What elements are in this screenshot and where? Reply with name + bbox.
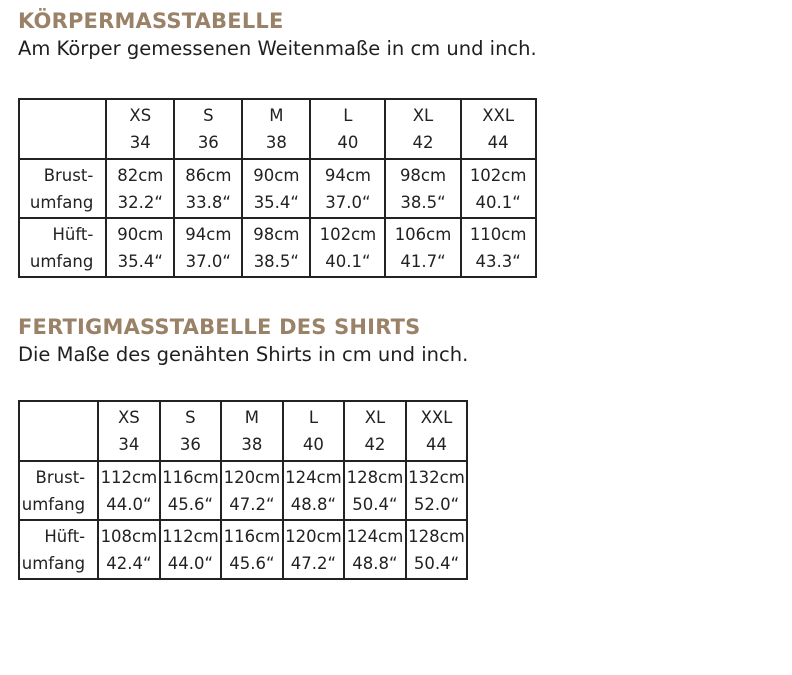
value-cm: 124cm [346, 526, 404, 546]
value-cm: 128cm [346, 467, 404, 487]
size-header-cell [310, 99, 385, 159]
row-label-line1: Hüft- [44, 526, 86, 546]
size-number: 42 [364, 435, 386, 454]
value-inch: 37.0“ [185, 251, 231, 271]
value-inch: 33.8“ [185, 192, 231, 212]
value-cm: 82cm [117, 165, 164, 185]
value-cm: 128cm [408, 526, 465, 546]
value-cm: 112cm [100, 467, 158, 487]
measurement-cell [344, 461, 406, 520]
measurement-cell [385, 218, 460, 277]
row-label-cell [19, 520, 98, 579]
measurement-cell [283, 461, 345, 520]
value-inch: 44.0“ [167, 553, 214, 573]
value-inch: 47.2“ [229, 494, 275, 514]
size-header-cell [106, 99, 174, 159]
measurement-cell [461, 218, 536, 277]
value-cm: 120cm [223, 467, 281, 487]
size-header-cell [242, 99, 310, 159]
value-cm: 102cm [319, 224, 377, 244]
measurement-cell [406, 520, 468, 579]
table-row [19, 159, 536, 218]
measurement-cell [106, 218, 174, 277]
value-inch: 40.1“ [325, 251, 371, 271]
row-label-line1: Hüft- [52, 224, 94, 244]
value-cm: 90cm [117, 224, 164, 244]
value-inch: 47.2“ [290, 553, 337, 573]
measurement-cell [283, 520, 345, 579]
corner-cell [19, 401, 98, 461]
measurement-cell [106, 159, 174, 218]
body-measurements-subtitle: Am Körper gemessenen Weitenmaße in cm und inch. [18, 37, 537, 60]
value-inch: 52.0“ [413, 494, 460, 514]
size-name: XL [412, 106, 434, 125]
value-cm: 98cm [399, 165, 447, 185]
value-cm: 116cm [162, 467, 219, 487]
value-cm: 124cm [285, 467, 342, 487]
row-label-line2: umfang [29, 192, 94, 212]
value-cm: 108cm [100, 526, 158, 546]
value-cm: 86cm [185, 165, 232, 185]
row-label-line2: umfang [21, 494, 86, 514]
row-label-line1: Brust- [43, 165, 94, 185]
size-header-cell [160, 401, 222, 461]
measurement-cell [174, 159, 242, 218]
table-row [19, 520, 467, 579]
measurement-cell [461, 159, 536, 218]
value-inch: 50.4“ [352, 494, 398, 514]
size-name: XS [117, 408, 140, 427]
value-inch: 45.6“ [167, 494, 214, 514]
value-inch: 48.8“ [352, 553, 398, 573]
header-row [19, 99, 536, 159]
measurement-cell [310, 218, 385, 277]
measurement-cell [174, 218, 242, 277]
value-cm: 112cm [162, 526, 219, 546]
measurement-cell [385, 159, 460, 218]
value-cm: 94cm [324, 165, 371, 185]
table-row [19, 218, 536, 277]
size-number: 40 [302, 435, 324, 454]
measurement-cell [221, 520, 283, 579]
row-label-cell [19, 461, 98, 520]
row-label-line2: umfang [29, 251, 94, 271]
body-measurements-title: KÖRPERMASSTABELLE [18, 9, 284, 33]
measurement-cell [160, 461, 222, 520]
size-header-cell [344, 401, 406, 461]
size-number: 36 [179, 435, 201, 454]
value-cm: 132cm [408, 467, 465, 487]
value-cm: 120cm [285, 526, 342, 546]
measurement-cell [98, 520, 160, 579]
size-header-cell [461, 99, 536, 159]
corner-cell [19, 99, 106, 159]
size-name: XL [364, 408, 386, 427]
value-cm: 116cm [223, 526, 281, 546]
size-name: L [308, 408, 319, 427]
shirt-measurements-title: FERTIGMASSTABELLE DES SHIRTS [18, 315, 421, 339]
value-cm: 102cm [469, 165, 527, 185]
value-inch: 44.0“ [106, 494, 152, 514]
size-header-cell [283, 401, 345, 461]
body-measurements-section [18, 6, 537, 271]
size-number: 38 [241, 435, 263, 454]
size-number: 34 [118, 435, 140, 454]
value-inch: 32.2“ [117, 192, 163, 212]
size-name: XS [129, 106, 152, 125]
value-inch: 40.1“ [475, 192, 521, 212]
value-cm: 106cm [394, 224, 452, 244]
row-label-line1: Brust- [35, 467, 86, 487]
shirt-measurements-section [18, 312, 469, 573]
value-inch: 37.0“ [325, 192, 371, 212]
size-name: S [185, 408, 196, 427]
value-cm: 94cm [185, 224, 232, 244]
size-name: S [203, 106, 214, 125]
shirt-measurements-subtitle: Die Maße des genähten Shirts in cm und inch. [18, 343, 469, 366]
size-number: 38 [265, 133, 287, 152]
size-number: 44 [425, 435, 447, 454]
value-inch: 50.4“ [413, 553, 460, 573]
value-inch: 43.3“ [475, 251, 521, 271]
size-number: 36 [197, 133, 219, 152]
size-header-cell [98, 401, 160, 461]
size-header-cell [385, 99, 460, 159]
size-number: 40 [337, 133, 359, 152]
table-row [19, 461, 467, 520]
measurement-cell [98, 461, 160, 520]
measurement-cell [344, 520, 406, 579]
value-inch: 38.5“ [253, 251, 299, 271]
size-name: XXL [482, 106, 515, 125]
row-label-cell [19, 218, 106, 277]
size-number: 42 [412, 133, 434, 152]
measurement-cell [406, 461, 468, 520]
size-number: 34 [129, 133, 151, 152]
value-inch: 42.4“ [106, 553, 152, 573]
size-number: 44 [487, 133, 509, 152]
body-measurements-table [18, 98, 537, 278]
value-inch: 41.7“ [400, 251, 446, 271]
row-label-line2: umfang [21, 553, 86, 573]
header-row [19, 401, 467, 461]
value-inch: 38.5“ [400, 192, 446, 212]
measurement-cell [242, 159, 310, 218]
row-label-cell [19, 159, 106, 218]
value-inch: 35.4“ [117, 251, 163, 271]
size-name: L [343, 106, 353, 125]
measurement-cell [310, 159, 385, 218]
measurement-cell [221, 461, 283, 520]
size-name: M [244, 408, 260, 427]
size-header-cell [406, 401, 468, 461]
size-name: M [269, 106, 284, 125]
value-inch: 35.4“ [253, 192, 299, 212]
size-header-cell [174, 99, 242, 159]
measurement-cell [160, 520, 222, 579]
measurement-cell [242, 218, 310, 277]
value-cm: 90cm [253, 165, 300, 185]
value-cm: 110cm [469, 224, 527, 244]
value-cm: 98cm [253, 224, 300, 244]
size-header-cell [221, 401, 283, 461]
shirt-measurements-table [18, 400, 468, 580]
value-inch: 48.8“ [290, 494, 337, 514]
value-inch: 45.6“ [229, 553, 275, 573]
size-name: XXL [420, 408, 453, 427]
